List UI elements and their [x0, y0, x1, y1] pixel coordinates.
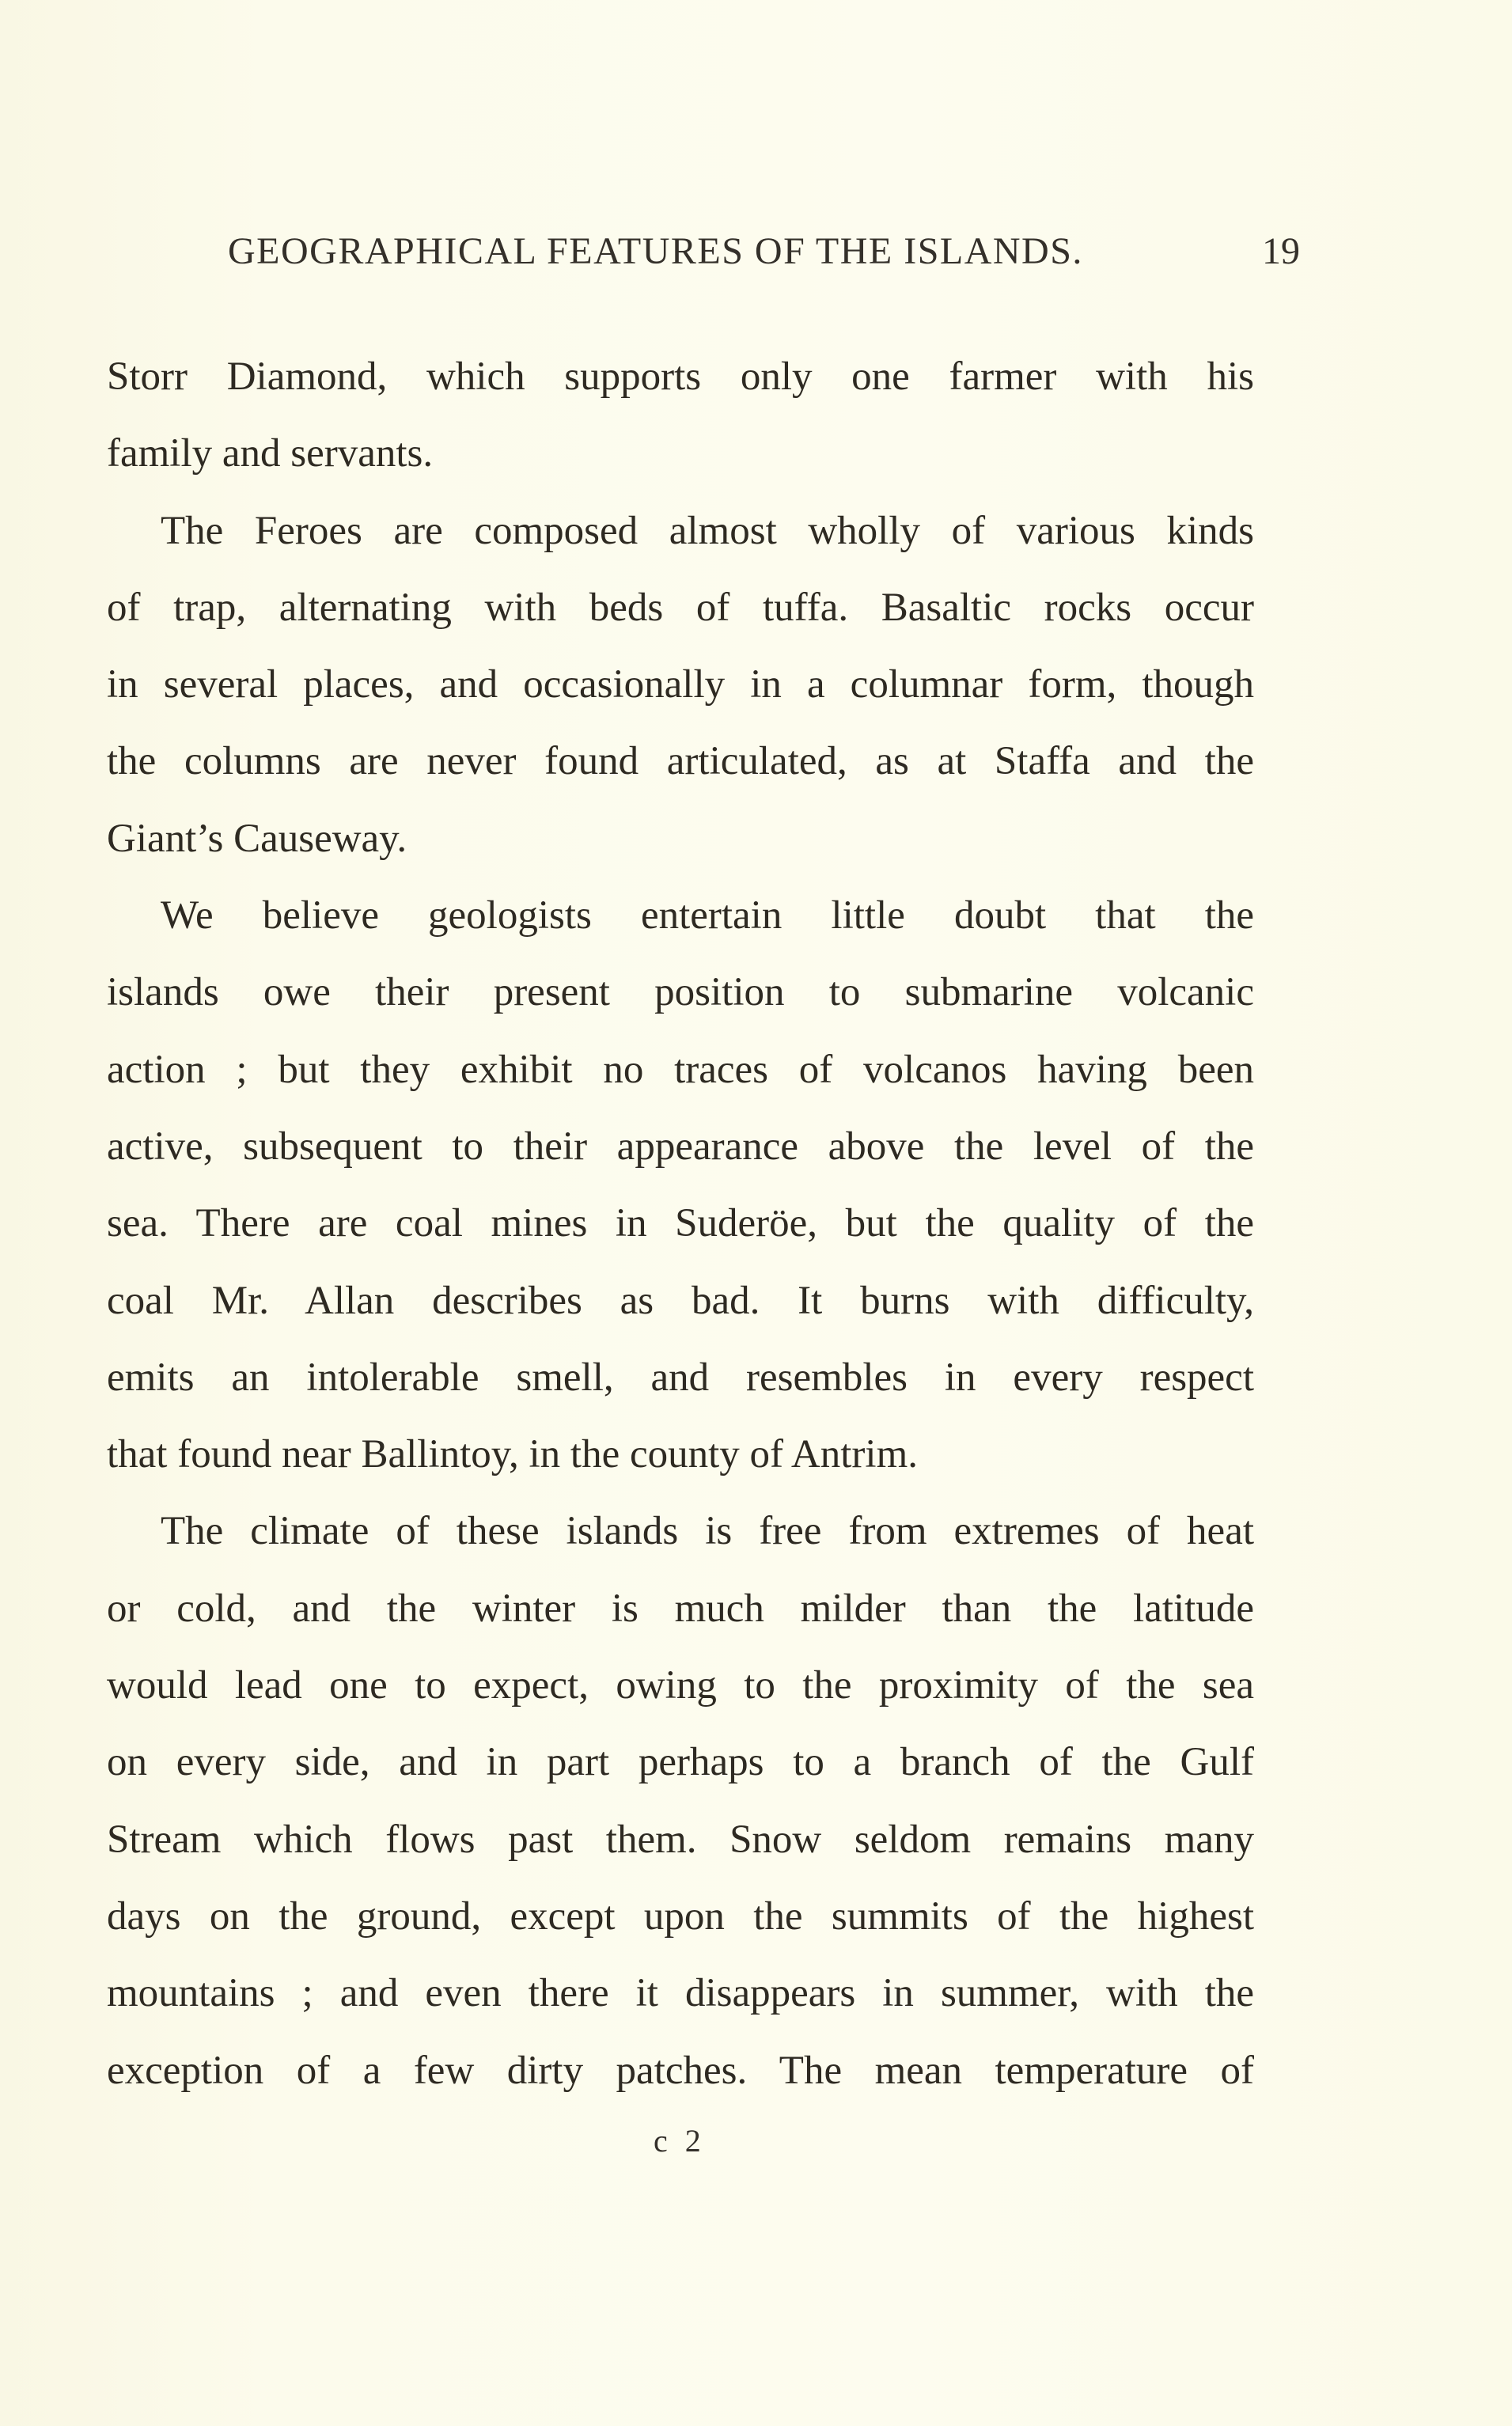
text-line: days on the ground, except upon the summits of the highest: [107, 1893, 1254, 1939]
text-line: action ; but they exhibit no traces of volcanos having been: [107, 1047, 1254, 1092]
text-line: family and servants.: [107, 431, 434, 476]
page-number: 19: [1262, 230, 1300, 272]
signature-mark: c 2: [654, 2123, 706, 2159]
text-line: islands owe their present position to submarine volcanic: [107, 970, 1254, 1015]
text-line: The Feroes are composed almost wholly of various kinds: [161, 508, 1254, 553]
text-line: in several places, and occasionally in a columnar form, though: [107, 662, 1254, 707]
text-line: The climate of these islands is free from extremes of heat: [161, 1509, 1254, 1554]
text-line: that found near Ballintoy, in the county of Antrim.: [107, 1432, 919, 1477]
text-line: exception of a few dirty patches. The mean temperature of: [107, 2048, 1254, 2093]
text-line: or cold, and the winter is much milder than the latitude: [107, 1586, 1254, 1631]
text-line: would lead one to expect, owing to the proximity of the sea: [107, 1663, 1254, 1708]
text-line: sea. There are coal mines in Suderöe, but the quality of the: [107, 1201, 1254, 1246]
text-line: coal Mr. Allan describes as bad. It burns with difficulty,: [107, 1278, 1254, 1323]
running-head: GEOGRAPHICAL FEATURES OF THE ISLANDS.: [228, 230, 1083, 272]
text-line: mountains ; and even there it disappears in summer, with the: [107, 1971, 1254, 2016]
text-line: Storr Diamond, which supports only one farmer with his: [107, 354, 1254, 399]
body-text: [107, 339, 1254, 2109]
text-line: active, subsequent to their appearance above the level of the: [107, 1124, 1254, 1169]
text-line: Stream which flows past them. Snow seldom remains many: [107, 1817, 1254, 1862]
text-line: the columns are never found articulated, as at Staffa and the: [107, 739, 1254, 784]
text-line: emits an intolerable smell, and resembles in every respect: [107, 1355, 1254, 1400]
text-line: on every side, and in part perhaps to a branch of the Gulf: [107, 1740, 1254, 1785]
page-header: [228, 224, 1300, 279]
text-line: We believe geologists entertain little doubt that the: [161, 893, 1254, 938]
text-line: Giant’s Causeway.: [107, 816, 407, 861]
text-line: of trap, alternating with beds of tuffa. Basaltic rocks occur: [107, 585, 1254, 630]
